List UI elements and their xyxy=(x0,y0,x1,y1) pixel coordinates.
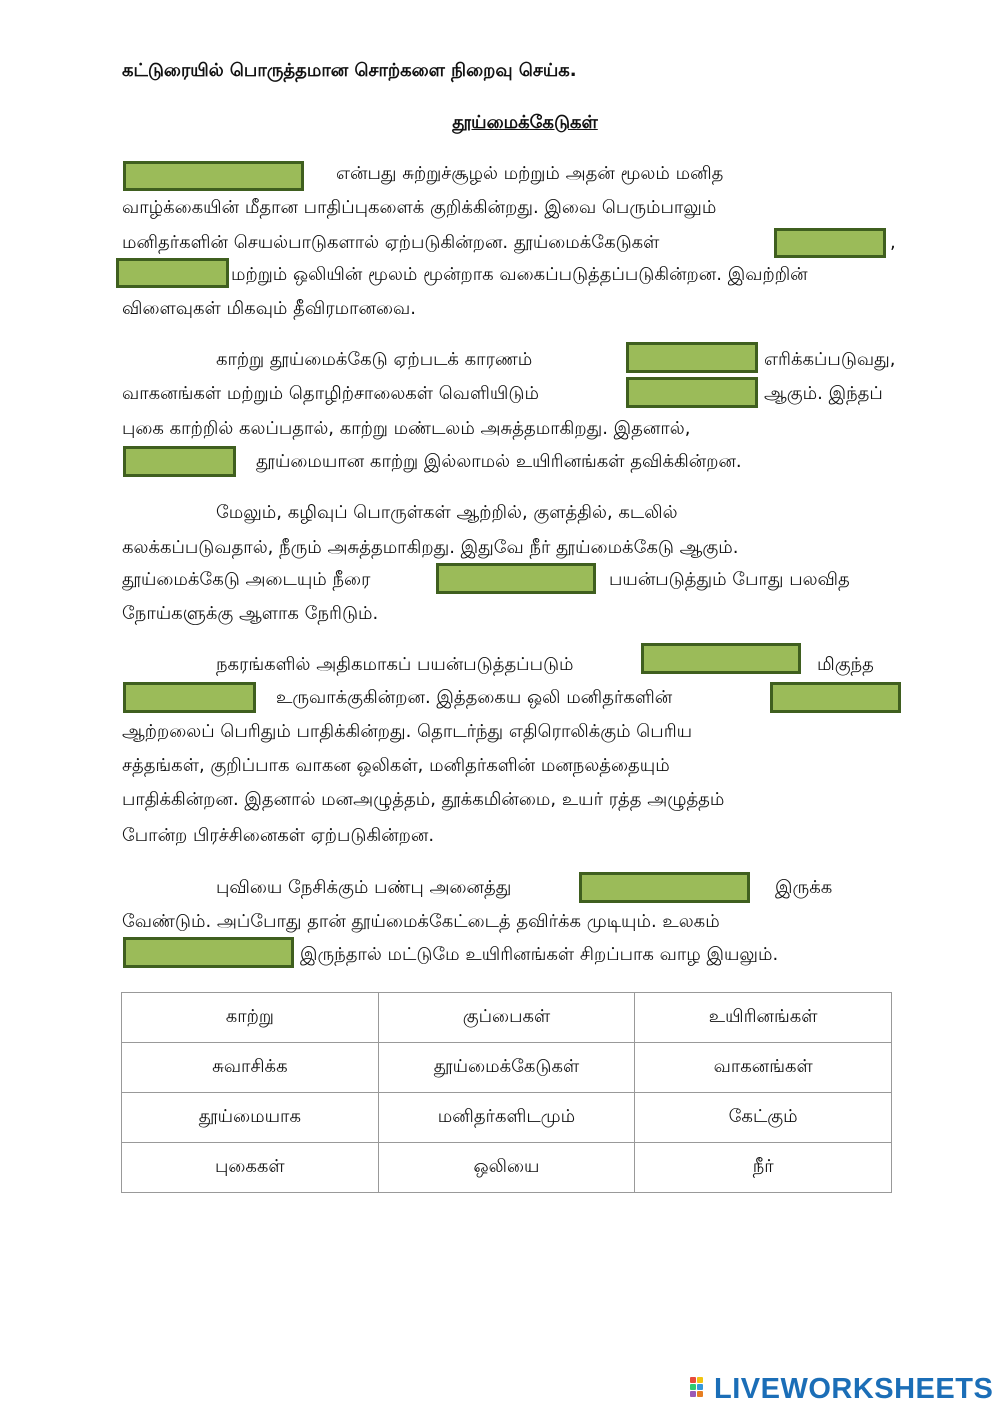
answer-blank-4[interactable] xyxy=(626,342,758,373)
word-cell: காற்று xyxy=(122,993,379,1043)
para4-line5: பாதிக்கின்றன. இதனால் மனஅழுத்தம், தூக்கமின்மை, உயர் ரத்த அழுத்தம் xyxy=(122,789,725,810)
table-row xyxy=(122,1043,892,1093)
word-cell: குப்பைகள் xyxy=(378,993,635,1043)
para4-line1a: நகரங்களில் அதிகமாகப் பயன்படுத்தப்படும் xyxy=(216,654,574,675)
word-cell: வாகனங்கள் xyxy=(635,1043,892,1093)
para5-line1a: புவியை நேசிக்கும் பண்பு அனைத்து xyxy=(216,877,512,898)
word-cell: புகைகள் xyxy=(122,1143,379,1193)
word-cell: நீர் xyxy=(635,1143,892,1193)
answer-blank-6[interactable] xyxy=(123,446,236,477)
table-row xyxy=(122,1143,892,1193)
para2-line1b: எரிக்கப்படுவது, xyxy=(764,349,896,370)
para1-line1: என்பது சுற்றுச்சூழல் மற்றும் அதன் மூலம் மனித xyxy=(336,163,724,184)
para2-line1a: காற்று தூய்மைக்கேடு ஏற்படக் காரணம் xyxy=(216,349,533,370)
answer-blank-2[interactable] xyxy=(774,228,886,258)
answer-blank-10[interactable] xyxy=(770,682,901,713)
para1-line2 xyxy=(122,197,840,219)
para1-line5: விளைவுகள் மிகவும் தீவிரமானவை. xyxy=(122,298,416,319)
word-bank-table xyxy=(121,992,892,1193)
para4-line6: போன்ற பிரச்சினைகள் ஏற்படுகின்றன. xyxy=(122,825,435,846)
liveworksheets-logo-icon xyxy=(690,1377,710,1403)
answer-blank-12[interactable] xyxy=(123,937,294,968)
para3-line2: கலக்கப்படுவதால், நீரும் அசுத்தமாகிறது. இதுவே நீர் தூய்மைக்கேடு ஆகும். xyxy=(122,537,739,558)
table-row xyxy=(122,1093,892,1143)
word-cell: மனிதர்களிடமும் xyxy=(378,1093,635,1143)
para4-line2: உருவாக்குகின்றன. இத்தகைய ஒலி மனிதர்களின் xyxy=(276,687,673,708)
para5-line2: வேண்டும். அப்போது தான் தூய்மைக்கேட்டைத் தவிர்க்க முடியும். உலகம் xyxy=(122,911,720,932)
answer-blank-3[interactable] xyxy=(116,258,229,288)
para1-line4: மற்றும் ஒலியின் மூலம் மூன்றாக வகைப்படுத்தப்படுகின்றன. இவற்றின் xyxy=(231,264,808,285)
para1-comma: , xyxy=(890,232,896,253)
word-cell: ஒலியை xyxy=(378,1143,635,1193)
answer-blank-1[interactable] xyxy=(123,161,304,191)
answer-blank-8[interactable] xyxy=(641,643,801,674)
para1-line2-text: வாழ்க்கையின் மீதான பாதிப்புகளைக் குறிக்கின்றது. இவை பெரும்பாலும் xyxy=(122,197,717,218)
para4-line3: ஆற்றலைப் பெரிதும் பாதிக்கின்றது. தொடர்ந்து எதிரொலிக்கும் பெரிய xyxy=(122,721,693,742)
word-cell: சுவாசிக்க xyxy=(122,1043,379,1093)
para2-line2a: வாகனங்கள் மற்றும் தொழிற்சாலைகள் வெளியிடும் xyxy=(122,383,539,404)
worksheet-title: தூய்மைக்கேடுகள் xyxy=(452,112,598,133)
table-row xyxy=(122,993,892,1043)
para3-line4: நோய்களுக்கு ஆளாக நேரிடும். xyxy=(122,603,379,624)
word-cell: தூய்மையாக xyxy=(122,1093,379,1143)
instruction-text: கட்டுரையில் பொருத்தமான சொற்களை நிறைவு செய்க. xyxy=(122,60,577,81)
logo-wordmark: LIVEWORKSHEETS xyxy=(714,1373,994,1405)
word-cell: கேட்கும் xyxy=(635,1093,892,1143)
para2-line4: தூய்மையான காற்று இல்லாமல் உயிரினங்கள் தவிக்கின்றன. xyxy=(256,451,742,472)
para5-line3: இருந்தால் மட்டுமே உயிரினங்கள் சிறப்பாக வாழ இயலும். xyxy=(300,944,779,965)
para2-line3: புகை காற்றில் கலப்பதால், காற்று மண்டலம் அசுத்தமாகிறது. இதனால், xyxy=(122,418,691,439)
word-cell: உயிரினங்கள் xyxy=(635,993,892,1043)
para4-line1b: மிகுந்த xyxy=(817,654,874,675)
liveworksheets-logo xyxy=(690,1373,993,1406)
para4-line4: சத்தங்கள், குறிப்பாக வாகன ஒலிகள், மனிதர்களின் மனநலத்தையும் xyxy=(122,755,670,776)
para2-line2b: ஆகும். இந்தப் xyxy=(764,383,883,404)
answer-blank-7[interactable] xyxy=(436,563,596,594)
word-cell: தூய்மைக்கேடுகள் xyxy=(378,1043,635,1093)
para5-line1b: இருக்க xyxy=(775,877,833,898)
answer-blank-9[interactable] xyxy=(123,682,256,713)
para3-line1: மேலும், கழிவுப் பொருள்கள் ஆற்றில், குளத்தில், கடலில் xyxy=(216,502,678,523)
para3-line3a: தூய்மைக்கேடு அடையும் நீரை xyxy=(122,569,371,590)
answer-blank-11[interactable] xyxy=(579,872,750,903)
para1-line3: மனிதர்களின் செயல்பாடுகளால் ஏற்படுகின்றன. தூய்மைக்கேடுகள் xyxy=(122,232,660,253)
para3-line3b: பயன்படுத்தும் போது பலவித xyxy=(609,569,850,590)
answer-blank-5[interactable] xyxy=(626,377,758,408)
